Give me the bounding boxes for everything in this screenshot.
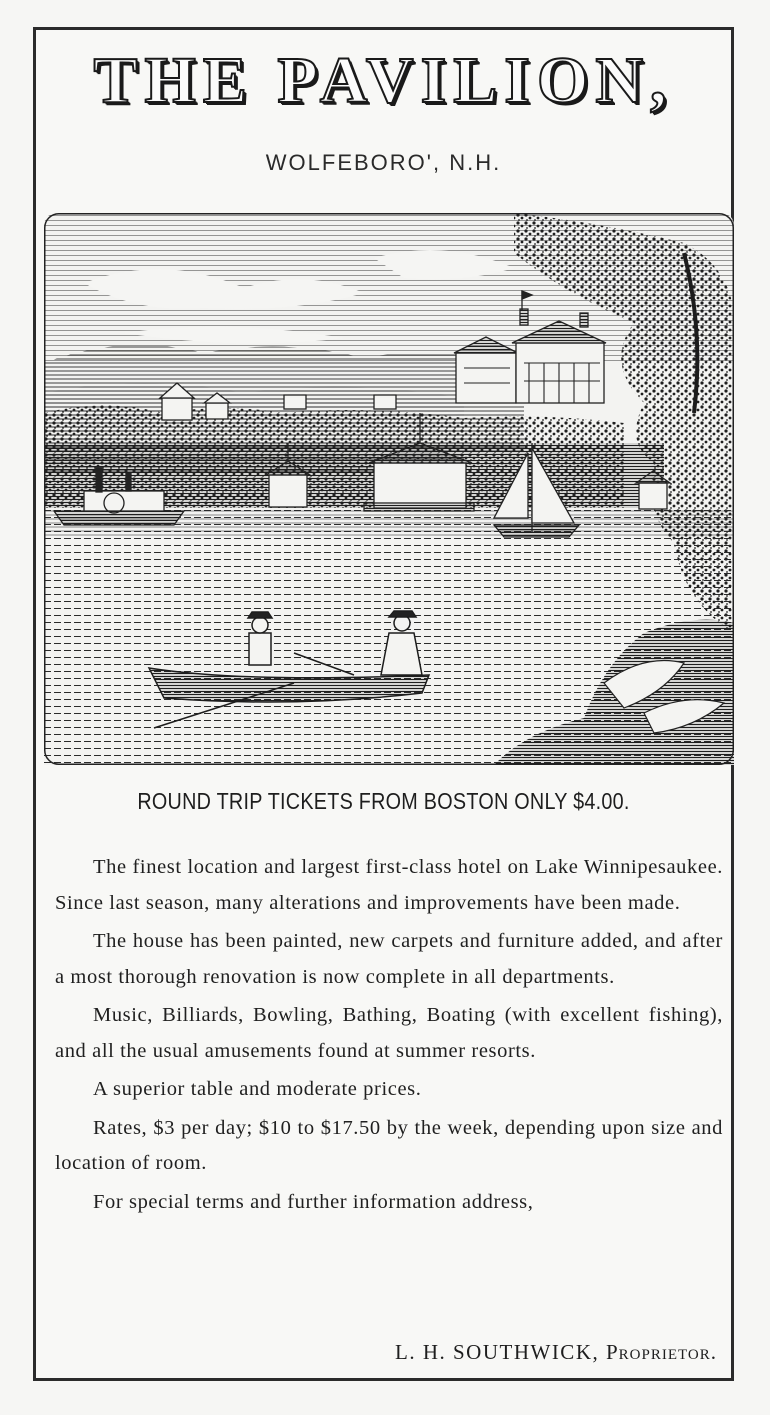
proprietor-name: L. H. SOUTHWICK,	[395, 1340, 600, 1364]
lake-engraving-illustration	[44, 213, 734, 765]
paragraph-contact: For special terms and further information address,	[93, 1190, 534, 1213]
proprietor-signature	[395, 1340, 717, 1365]
paragraph-renovation: The house has been painted, new carpets and furniture added, and after a most thorough renovation is now complete in all departments.	[55, 930, 723, 988]
proprietor-title: Proprietor.	[605, 1340, 717, 1364]
advertisement-frame	[33, 27, 734, 1381]
hotel-title: THE PAVILION,	[93, 44, 674, 117]
description-body	[55, 850, 723, 1223]
hotel-location: WOLFEBORO', N.H.	[265, 150, 502, 175]
paragraph-rates: Rates, $3 per day; $10 to $17.50 by the week, depending upon size and location of room.	[55, 1116, 723, 1174]
ticket-offer: ROUND TRIP TICKETS FROM BOSTON ONLY $4.00.	[137, 788, 630, 814]
paragraph-table: A superior table and moderate prices.	[93, 1078, 422, 1100]
paragraph-amusements: Music, Billiards, Bowling, Bathing, Boating (with excellent fishing), and all the usual amusements found at summer resorts.	[55, 1004, 723, 1062]
paragraph-location: The finest location and largest first-class hotel on Lake Winnipesaukee. Since last season, many alterations and improvements have been made.	[55, 856, 723, 914]
